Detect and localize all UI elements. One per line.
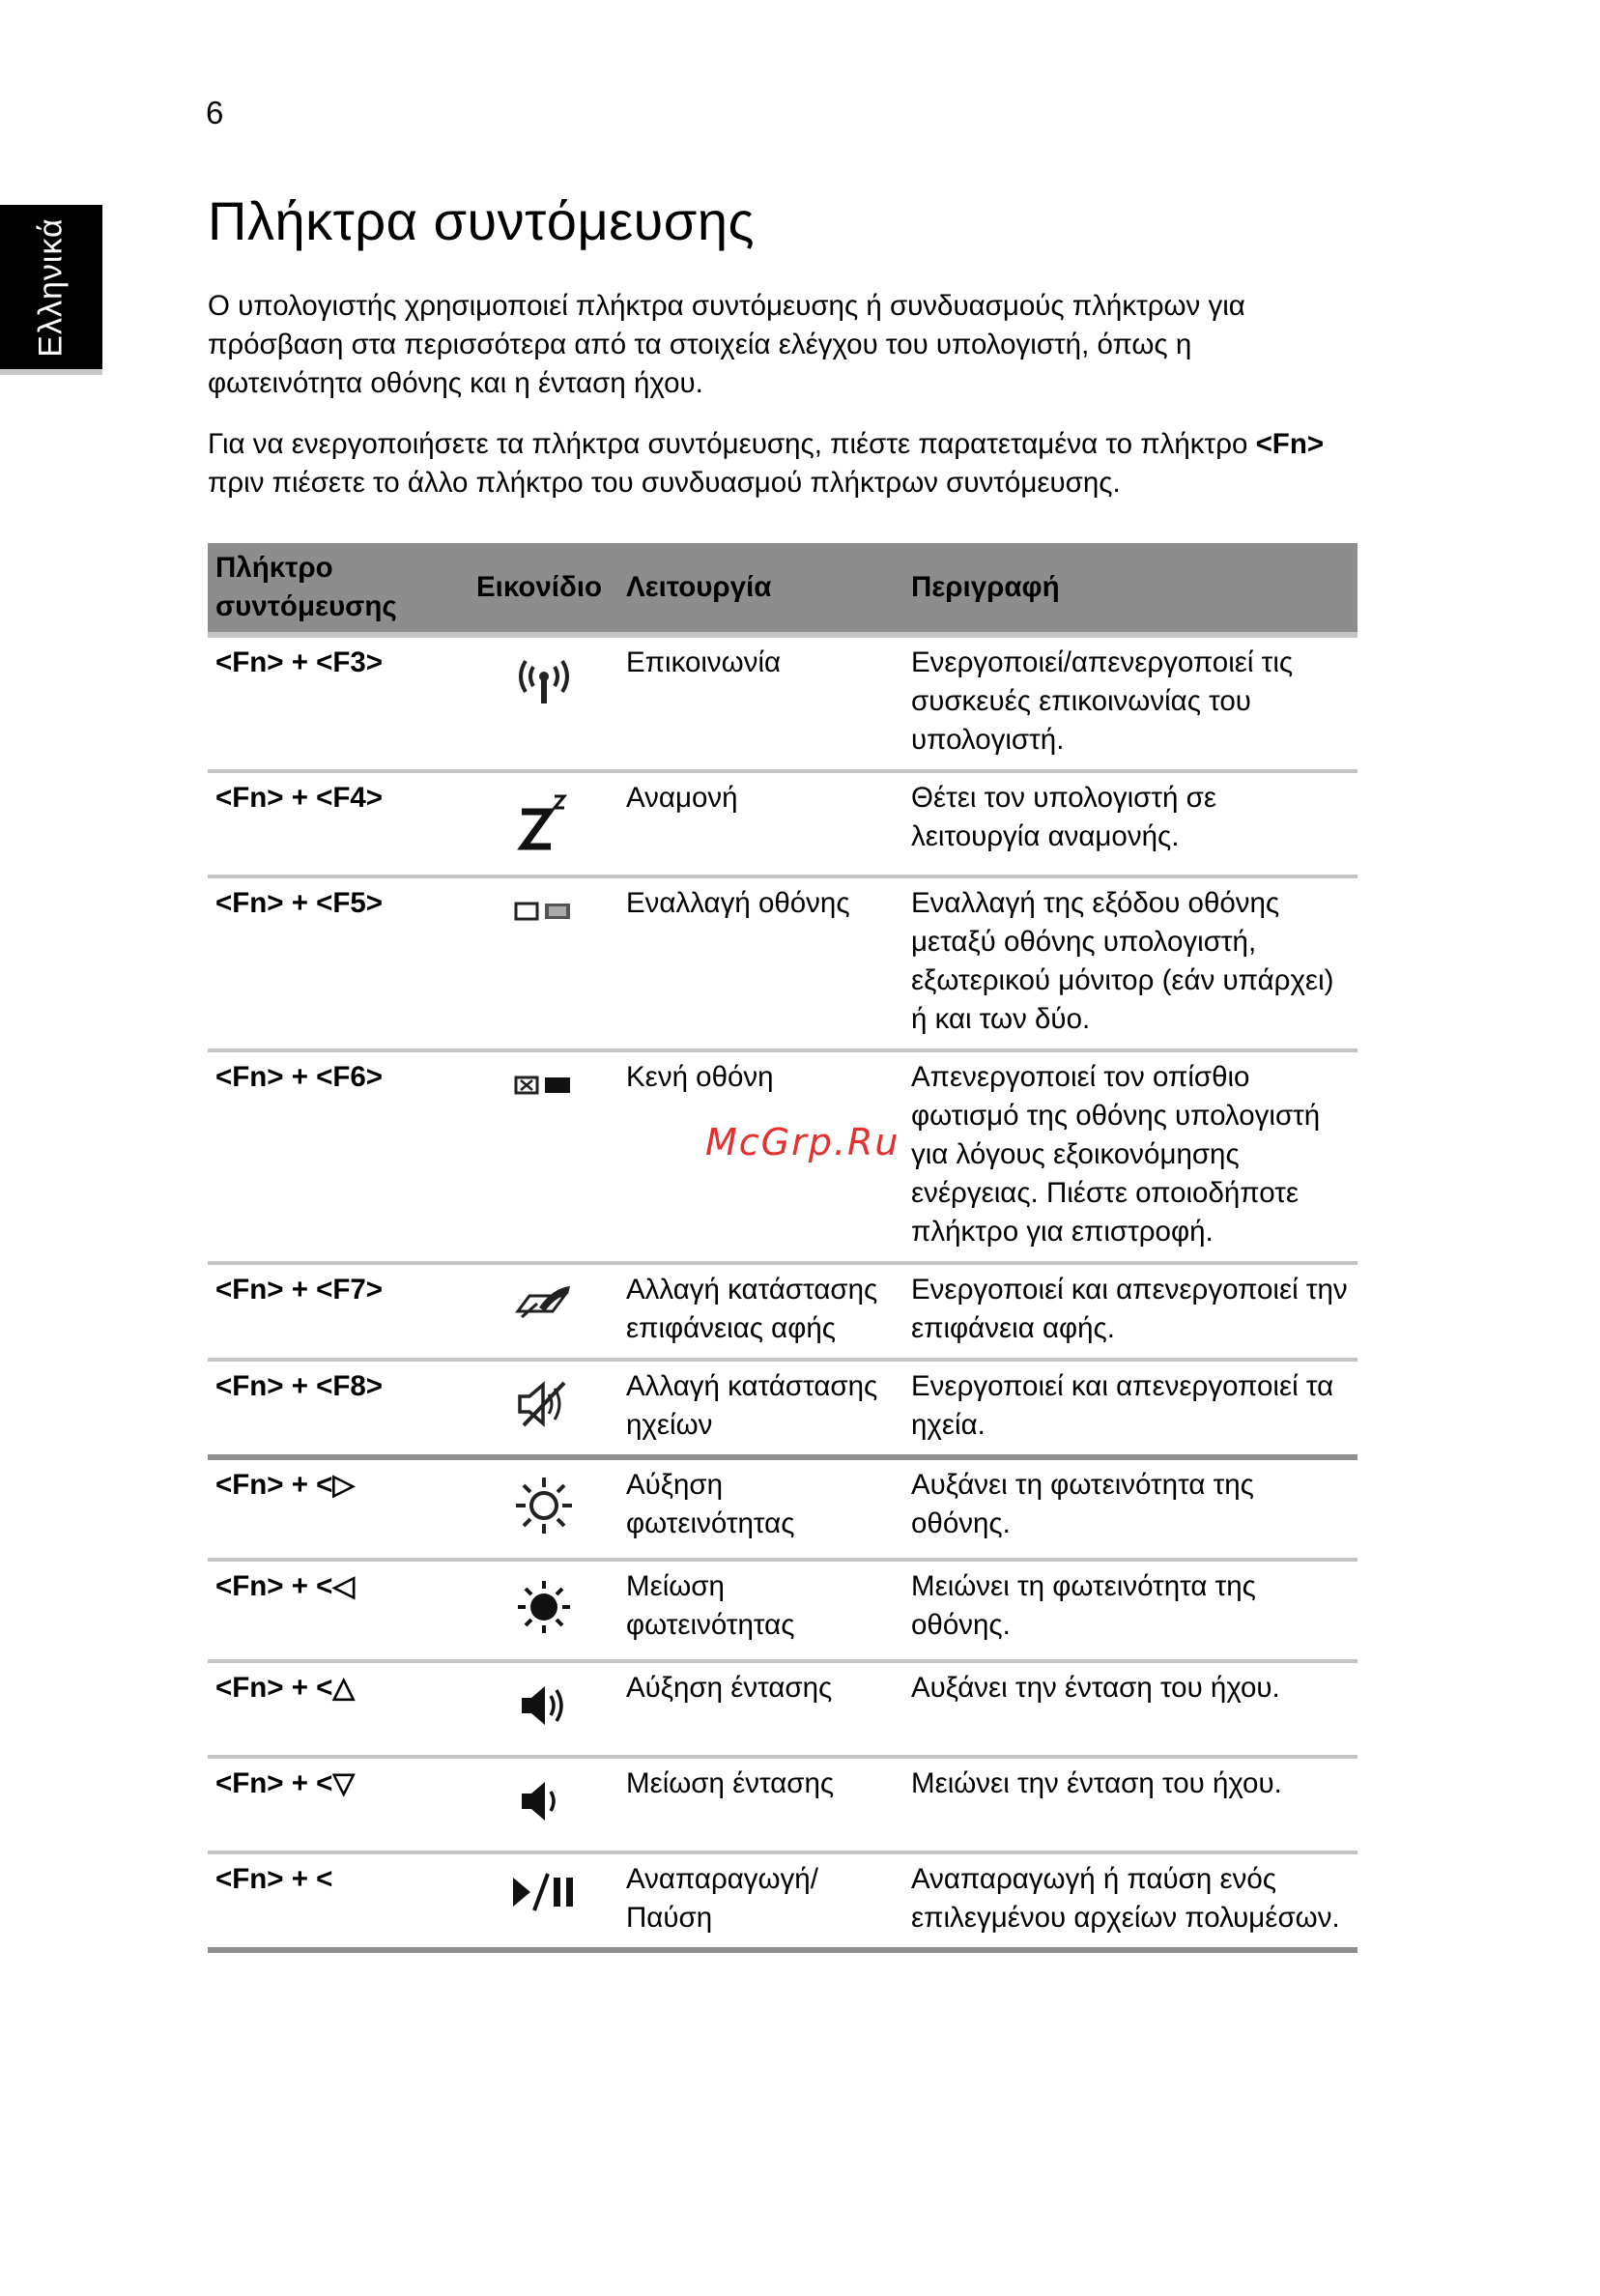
description-cell: Ενεργοποιεί και απενεργοποιεί την επιφάνεια αφής. [903, 1263, 1357, 1360]
shortcut-table [208, 543, 1357, 1953]
description-cell: Μειώνει τη φωτεινότητα της οθόνης. [903, 1560, 1357, 1661]
function-cell: Επικοινωνία [618, 635, 903, 771]
function-cell: Αλλαγή κατάστασης ηχείων [618, 1360, 903, 1457]
watermark: McGrp.Ru [705, 1121, 900, 1163]
speaker-mute-icon [510, 1375, 578, 1433]
play-pause-icon [505, 1868, 583, 1916]
intro-paragraph: Ο υπολογιστής χρησιμοποιεί πλήκτρα συντόμευσης ή συνδυασμούς πλήκτρων για πρόσβαση στα περισσότερα από τα στοιχεία ελέγχου του υπολογιστή, όπως η φωτεινότητα οθόνης και η ένταση ήχου. [208, 290, 1245, 399]
description-cell: Αυξάνει τη φωτεινότητα της οθόνης. [903, 1457, 1357, 1560]
function-cell: Μείωση έντασης [618, 1757, 903, 1852]
touchpad-toggle-icon [510, 1278, 578, 1327]
function-cell: Κενή οθόνη [618, 1050, 903, 1263]
hotkey-cell: <Fn> + <▷ [208, 1457, 469, 1560]
table-row [208, 635, 1357, 771]
volume-up-icon [510, 1677, 578, 1735]
header-description: Περιγραφή [903, 543, 1357, 635]
screen-blank-icon [510, 1066, 578, 1105]
table-row [208, 1457, 1357, 1560]
table-row [208, 1757, 1357, 1852]
page-number: 6 [206, 95, 224, 130]
function-cell: Αύξηση έντασης [618, 1661, 903, 1757]
language-tab-label: Ελληνικά [32, 216, 70, 358]
hotkey-cell: <Fn> + <◁ [208, 1560, 469, 1661]
sleep-icon [510, 787, 578, 854]
description-cell: Θέτει τον υπολογιστή σε λειτουργία αναμονής. [903, 771, 1357, 876]
activation-text-before: Για να ενεργοποιήσετε τα πλήκτρα συντόμευσης, πιέστε παρατεταμένα το πλήκτρο [208, 428, 1256, 460]
table-row [208, 771, 1357, 876]
description-cell: Μειώνει την ένταση του ήχου. [903, 1757, 1357, 1852]
header-function: Λειτουργία [618, 543, 903, 635]
hotkey-cell: <Fn> + <F7> [208, 1263, 469, 1360]
table-row [208, 1852, 1357, 1950]
activation-text-after: πριν πιέσετε το άλλο πλήκτρο του συνδυασμού πλήκτρων συντόμευσης. [208, 467, 1121, 499]
hotkey-cell: <Fn> + <F8> [208, 1360, 469, 1457]
table-row [208, 876, 1357, 1050]
brightness-down-icon [510, 1575, 578, 1639]
language-tab [0, 205, 102, 369]
function-cell: Αύξηση φωτεινότητας [618, 1457, 903, 1560]
hotkey-cell: <Fn> + <△ [208, 1661, 469, 1757]
function-cell: Αναπαραγωγή/ Παύση [618, 1852, 903, 1950]
description-cell: Ενεργοποιεί/απενεργοποιεί τις συσκευές επικοινωνίας του υπολογιστή. [903, 635, 1357, 771]
header-icon: Εικονίδιο [469, 543, 618, 635]
table-row [208, 1263, 1357, 1360]
language-tab-shadow [0, 369, 102, 375]
hotkey-cell: <Fn> + <▽ [208, 1757, 469, 1852]
display-toggle-icon [510, 892, 578, 931]
header-hotkey: Πλήκτρο συντόμευσης [208, 543, 469, 635]
hotkey-cell: <Fn> + <F3> [208, 635, 469, 771]
hotkey-cell: <Fn> + <F4> [208, 771, 469, 876]
description-cell: Ενεργοποιεί και απενεργοποιεί τα ηχεία. [903, 1360, 1357, 1457]
volume-down-icon [510, 1772, 578, 1830]
brightness-up-icon [510, 1474, 578, 1537]
table-header-row [208, 543, 1357, 635]
table-row [208, 1360, 1357, 1457]
wireless-icon [510, 651, 578, 709]
function-cell: Εναλλαγή οθόνης [618, 876, 903, 1050]
page-title: Πλήκτρα συντόμευσης [208, 190, 755, 251]
table-row [208, 1661, 1357, 1757]
description-cell: Εναλλαγή της εξόδου οθόνης μεταξύ οθόνης υπολογιστή, εξωτερικού μόνιτορ (εάν υπάρχει) ή και των δύο. [903, 876, 1357, 1050]
activation-paragraph [208, 425, 1348, 502]
function-cell: Μείωση φωτεινότητας [618, 1560, 903, 1661]
description-cell: Αυξάνει την ένταση του ήχου. [903, 1661, 1357, 1757]
function-cell: Αναμονή [618, 771, 903, 876]
description-cell: Απενεργοποιεί τον οπίσθιο φωτισμό της οθόνης υπολογιστή για λόγους εξοικονόμησης ενέργειας. Πιέστε οποιοδήποτε πλήκτρο για επιστροφή. [903, 1050, 1357, 1263]
table-row [208, 1560, 1357, 1661]
fn-key-label: <Fn> [1255, 428, 1325, 460]
function-cell: Αλλαγή κατάστασης επιφάνειας αφής [618, 1263, 903, 1360]
description-cell: Αναπαραγωγή ή παύση ενός επιλεγμένου αρχείων πολυμέσων. [903, 1852, 1357, 1950]
hotkey-cell: <Fn> + < [208, 1852, 469, 1950]
hotkey-cell: <Fn> + <F5> [208, 876, 469, 1050]
hotkey-cell: <Fn> + <F6> [208, 1050, 469, 1263]
